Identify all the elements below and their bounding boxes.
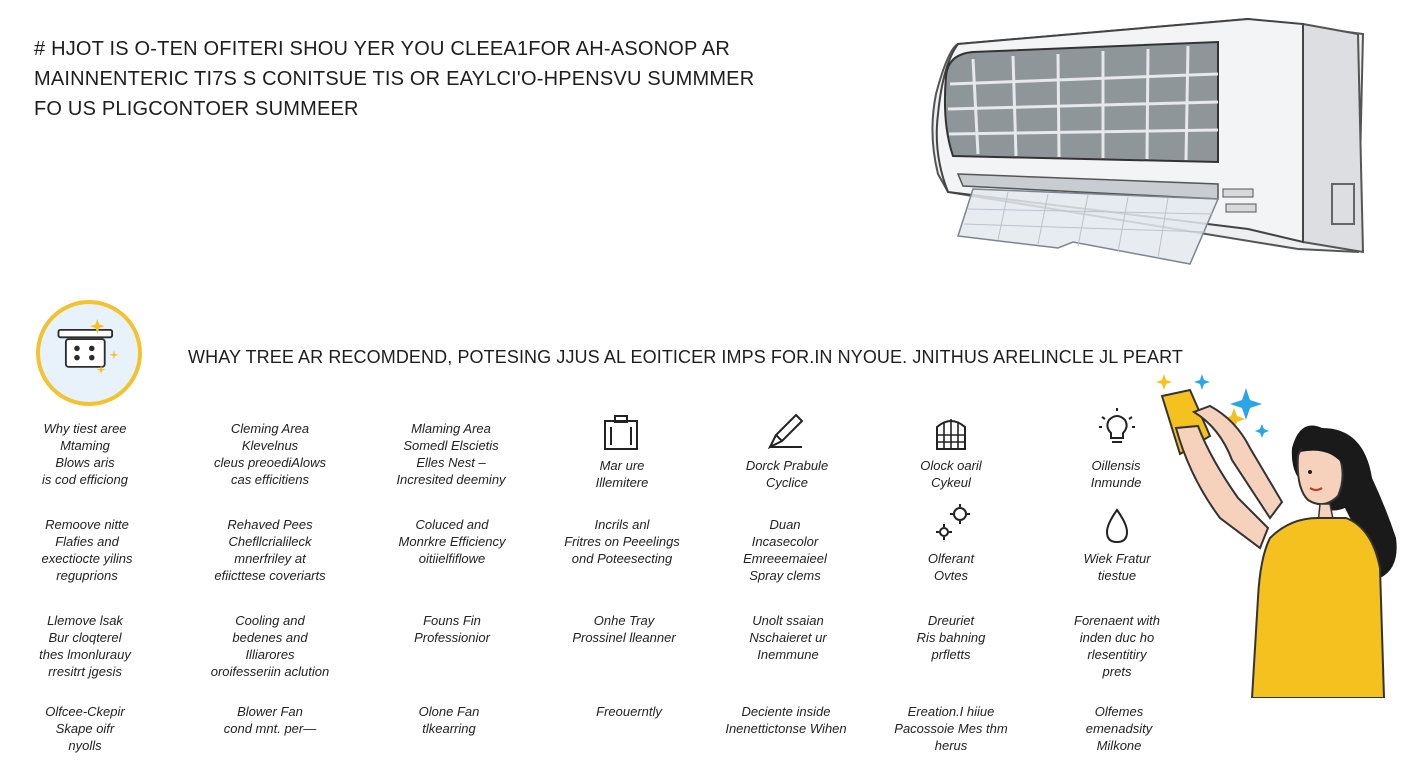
grid-cell-r1-c7: Oillensis Inmunde (1090, 458, 1142, 490)
grid-cell-r1-c5: Dorck Prabule Cyclice (745, 458, 829, 490)
grid-cell-r1-c3: Mlaming Area Somedl Elscietis Elles Nest – Incresited deeminy (396, 421, 506, 487)
grid-cell-r1-c6: Olock oaril Cykeul (920, 458, 982, 490)
title-line-2: MAINNENTERIC TI7S S CONITSUE TIS OR EAYLCI'O-HPENSVU SUMMMER (34, 68, 755, 90)
grid-cell-r4-c6: Ereation.I hiiue Pacossoie Mes thm herus (894, 704, 1008, 753)
grid-cell-r1-c2: Cleming Area Klevelnus cleus preoediAlows cas efficitiens (213, 421, 326, 487)
grid-cell-r3-c4: Onhe Tray Prossinel lleanner (572, 613, 676, 645)
grid-cell-r2-c5: Duan Incasecolor Emreeemaieel Spray clems (743, 517, 827, 583)
grid-cell-r4-c3: Olone Fan tlkearring (418, 704, 480, 736)
air-conditioner-illustration (918, 14, 1378, 276)
grid-cell-r2-c3: Coluced and Monrkre Efficiency oitiielfiflowe (398, 517, 506, 566)
grid-cell-r4-c4: Freouerntly (596, 704, 662, 719)
title-line-3: FO US PLIGCONTOER SUMMEER (34, 98, 359, 120)
section-subheading: WHAY TREE AR RECOMDEND, POTESING JJUS AL EOITICER IMPS FOR.IN NYOUE. JNITHUS ARELINCLE JL PEART (188, 347, 1184, 367)
grid-cell-r3-c6: Dreuriet Ris bahning prfletts (916, 613, 986, 662)
page-title (34, 34, 854, 124)
title-line-1: # HJOT IS O-TEN OFITERI SHOU YER YOU CLEEA1FOR AH-ASONOP AR (34, 38, 731, 60)
grid-cell-r1-c1: Why tiest aree Mtaming Blows aris is cod efficiong (42, 421, 128, 487)
tips-grid (0, 410, 1190, 768)
grid-cell-r3-c3: Founs Fin Professionior (414, 613, 490, 645)
grid-cell-r3-c7: Forenaent with inden duc ho rlesentitiry prets (1074, 613, 1160, 679)
grid-cell-r4-c2: Blower Fan cond mnt. per— (223, 704, 317, 736)
grid-cell-r1-c4: Mar ure Illemitere (595, 458, 649, 490)
grid-cell-r2-c7: Wiek Fratur tiestue (1083, 551, 1151, 583)
grid-cell-r2-c4: Incrils anl Fritres on Peeelings ond Poteesecting (564, 517, 680, 566)
grid-cell-r3-c5: Unolt ssaian Nschaieret ur Inemmune (749, 613, 827, 662)
grid-cell-r4-c7: Olfemes emenadsity Milkone (1085, 704, 1153, 753)
grid-cell-r2-c6: Olferant Ovtes (927, 551, 975, 583)
grid-cell-r3-c1: Llemove lsak Bur cloqterel thes lmonlurauy rresitrt jgesis (39, 613, 131, 679)
woman-cleaning-illustration (1150, 368, 1408, 698)
grid-cell-r4-c5: Deciente inside Inenettictonse Wihen (725, 704, 847, 736)
grid-cell-r3-c2: Cooling and bedenes and Illiarores oroifesseriin aclution (210, 613, 330, 679)
ac-unit-cleaning-icon (36, 300, 142, 406)
grid-cell-r2-c1: Remoove nitte Flafies and exectiocte yilins reguprions (41, 517, 133, 583)
grid-cell-r4-c1: Olfcee-Ckepir Skape oifr nyolls (45, 704, 125, 753)
grid-cell-r2-c2: Rehaved Pees Chefllcrialileck mnerfriley at efiicttese coveriarts (214, 517, 326, 583)
